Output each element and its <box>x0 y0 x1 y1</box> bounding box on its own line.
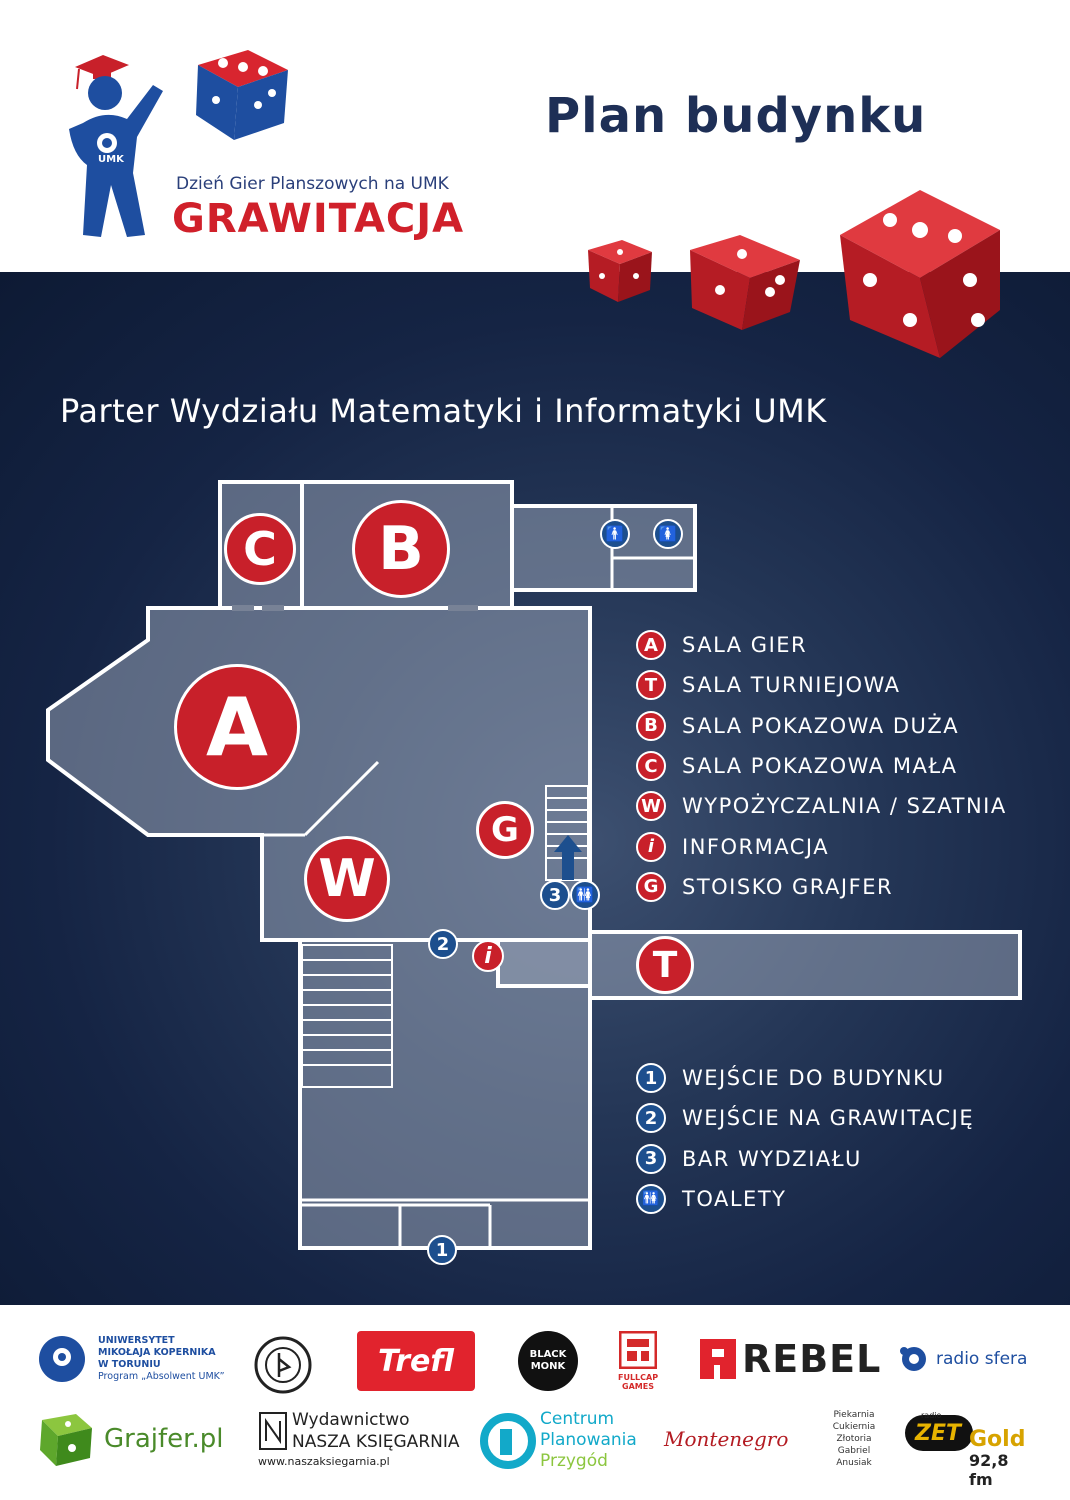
sponsor-grajfer[interactable] <box>36 1410 223 1468</box>
legend-badge: A <box>636 630 666 660</box>
cpp-line: Centrum <box>540 1409 615 1429</box>
sponsor-nasza-ksiegarnia[interactable] <box>258 1409 460 1468</box>
stamp-logo-icon <box>253 1335 313 1395</box>
page-title: Plan budynku <box>545 88 927 144</box>
legend-item <box>636 706 1056 746</box>
sponsor-umk[interactable] <box>98 1335 225 1383</box>
sponsor-fullcap[interactable] <box>618 1331 658 1391</box>
legend-badge: G <box>636 872 666 902</box>
info-passage <box>498 940 590 986</box>
legend-item <box>636 665 1056 705</box>
legend-badge: 1 <box>636 1063 666 1093</box>
legend-item <box>636 746 1056 786</box>
toilet-icon[interactable]: 🚻 <box>570 880 600 910</box>
umk-line: MIKOŁAJA KOPERNIKA <box>98 1347 216 1358</box>
nk-logo-icon <box>258 1411 288 1451</box>
legend-badge: C <box>636 751 666 781</box>
room-marker-b[interactable]: B <box>352 500 450 598</box>
umk-line: UNIWERSYTET <box>98 1335 175 1346</box>
legend-label: WEJŚCIE DO BUDYNKU <box>682 1066 945 1091</box>
nk-line: NASZA KSIĘGARNIA <box>292 1432 460 1452</box>
legend-label: BAR WYDZIAŁU <box>682 1146 862 1171</box>
sponsor-radio-sfera[interactable] <box>898 1345 1027 1373</box>
legend-points <box>636 1058 1056 1219</box>
rebel-logo-icon <box>698 1337 738 1381</box>
map-subtitle: Parter Wydziału Matematyki i Informatyki UMK <box>60 392 827 430</box>
legend-badge: 2 <box>636 1103 666 1133</box>
logo-tagline: Dzień Gier Planszowych na UMK <box>176 174 449 194</box>
piekarnia-line: Gabriel <box>837 1446 871 1456</box>
legend-label: STOISKO GRAJFER <box>682 874 894 899</box>
legend-item <box>636 826 1056 866</box>
legend-badge: T <box>636 670 666 700</box>
legend-label: SALA TURNIEJOWA <box>682 673 901 698</box>
sponsor-piekarnia[interactable] <box>826 1409 882 1469</box>
grajfer-text: Grajfer.pl <box>104 1424 224 1454</box>
trefl-text: Trefl <box>378 1343 454 1379</box>
room-marker-t[interactable]: T <box>636 936 694 994</box>
toilet-icon: 🚻 <box>636 1184 666 1214</box>
legend-label: TOALETY <box>682 1187 787 1212</box>
cpp-line: Przygód <box>540 1451 608 1471</box>
piekarnia-line: Złotoria <box>836 1434 872 1444</box>
piekarnia-line: Anusiak <box>836 1458 872 1468</box>
legend-label: WYPOŻYCZALNIA / SZATNIA <box>682 794 1007 819</box>
legend-item <box>636 1098 1056 1138</box>
zet-gold: Gold <box>969 1427 1026 1452</box>
fullcap-text: FULLCAP GAMES <box>618 1373 659 1391</box>
radio-sfera-icon <box>898 1345 932 1373</box>
rebel-text: REBEL <box>742 1337 882 1381</box>
piekarnia-line: Piekarnia <box>833 1410 875 1420</box>
legend-label: INFORMACJA <box>682 834 830 859</box>
fullcap-logo-icon <box>619 1331 657 1369</box>
umk-badge-text: UMK <box>98 154 124 165</box>
legend-badge: B <box>636 711 666 741</box>
cpp-logo-icon <box>480 1413 536 1469</box>
legend-label: SALA GIER <box>682 633 808 658</box>
room-marker-c[interactable]: C <box>224 513 296 585</box>
radio-sfera-text: radio sfera <box>936 1349 1028 1369</box>
nk-url: www.naszaksiegarnia.pl <box>258 1455 390 1468</box>
toilet-icon[interactable]: 🚹 <box>600 519 630 549</box>
room-marker-g[interactable]: G <box>476 801 534 859</box>
sponsor-montenegro[interactable]: Montenegro <box>664 1427 789 1451</box>
nk-line: Wydawnictwo <box>292 1410 410 1430</box>
legend-rooms <box>636 625 1056 907</box>
legend-label: SALA POKAZOWA MAŁA <box>682 754 958 779</box>
toilet-icon[interactable]: 🚺 <box>653 519 683 549</box>
legend-badge: 3 <box>636 1144 666 1174</box>
black-monk-text: BLACK MONK <box>529 1349 567 1372</box>
logo-name: GRAWITACJA <box>172 196 465 242</box>
legend-item <box>636 786 1056 826</box>
umk-logo-icon <box>36 1333 88 1385</box>
legend-badge: i <box>636 832 666 862</box>
zet-freq: 92,8 fm <box>969 1451 1009 1489</box>
grajfer-dice-icon <box>36 1410 96 1468</box>
point-marker-2[interactable]: 2 <box>428 929 458 959</box>
zet-small: radio <box>921 1411 942 1420</box>
legend-label: SALA POKAZOWA DUŻA <box>682 713 960 738</box>
sponsor-trefl[interactable] <box>357 1331 475 1391</box>
sponsors-footer <box>0 1305 1070 1500</box>
legend-label: WEJŚCIE NA GRAWITACJĘ <box>682 1106 975 1131</box>
piekarnia-line: Cukiernia <box>832 1422 876 1432</box>
room-marker-a[interactable]: A <box>174 664 300 790</box>
sponsor-zet-gold[interactable] <box>905 1411 1035 1489</box>
legend-item <box>636 625 1056 665</box>
legend-item <box>636 1058 1056 1098</box>
legend-badge: W <box>636 791 666 821</box>
room-marker-w[interactable]: W <box>304 836 390 922</box>
info-marker[interactable]: i <box>472 940 504 972</box>
legend-item <box>636 1139 1056 1179</box>
sponsor-black-monk[interactable] <box>518 1331 578 1391</box>
sponsor-rebel[interactable] <box>698 1337 881 1381</box>
legend-item <box>636 1179 1056 1219</box>
umk-line: Program „Absolwent UMK” <box>98 1371 225 1382</box>
sponsor-cpp[interactable] <box>480 1409 637 1472</box>
point-marker-1[interactable]: 1 <box>427 1235 457 1265</box>
point-marker-3[interactable]: 3 <box>540 880 570 910</box>
umk-line: W TORUNIU <box>98 1359 161 1370</box>
zet-big: ZET <box>915 1421 961 1446</box>
legend-item <box>636 867 1056 907</box>
cpp-line: Planowania <box>540 1430 637 1450</box>
